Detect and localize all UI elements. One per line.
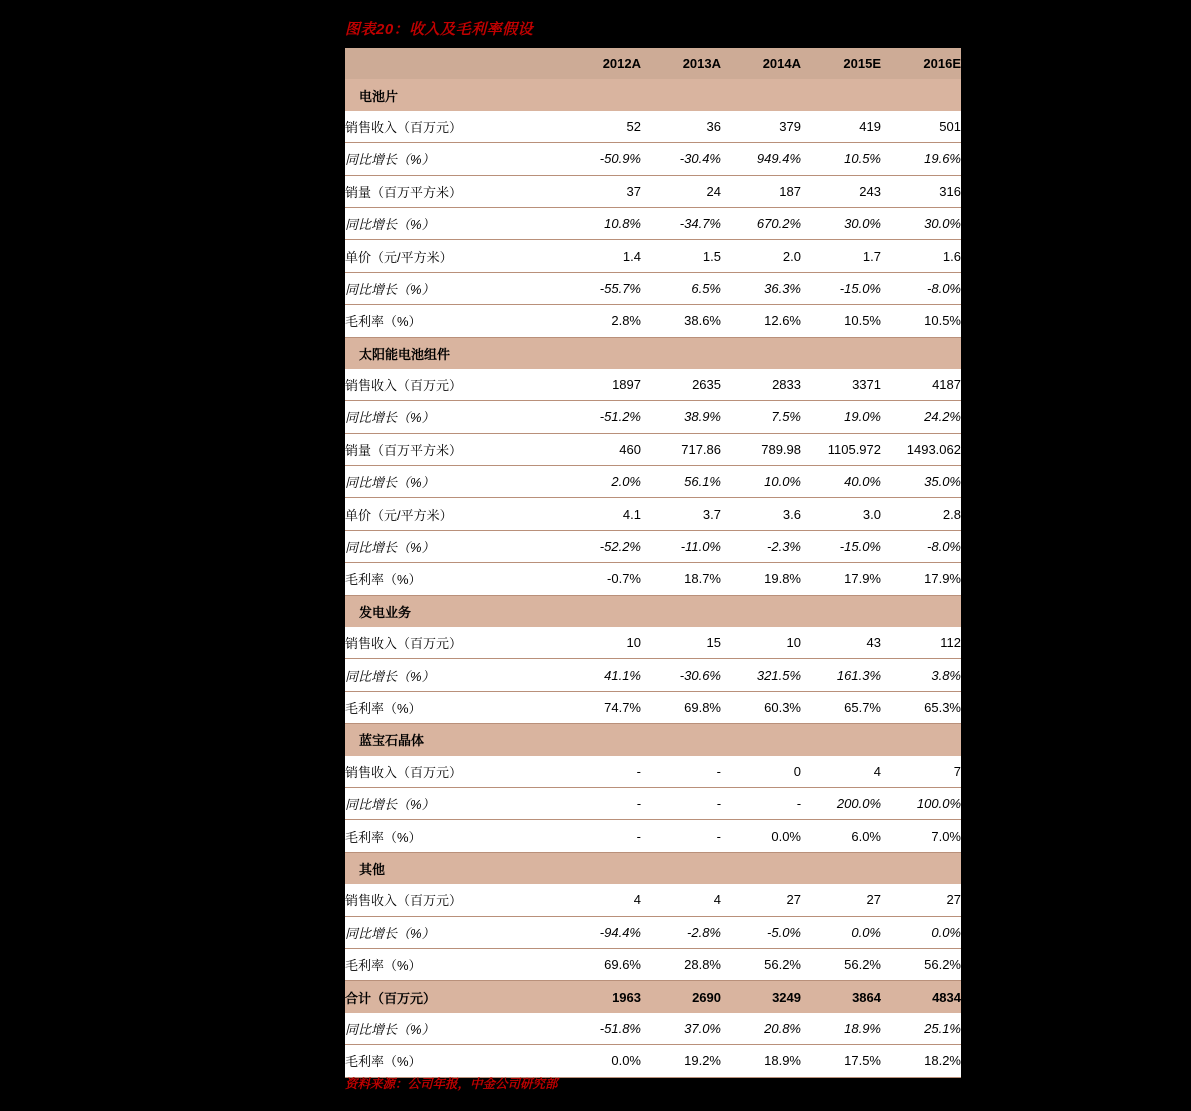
row-value: 3.8%	[881, 659, 961, 690]
row-label: 销售收入（百万元）	[345, 756, 561, 787]
row-value: 27	[721, 884, 801, 915]
row-value: 65.3%	[881, 692, 961, 723]
row-label: 同比增长（%）	[345, 659, 561, 690]
row-label: 毛利率（%）	[345, 692, 561, 723]
row-value: -2.8%	[641, 917, 721, 948]
row-value: 1.7	[801, 240, 881, 271]
row-value: 460	[561, 434, 641, 465]
row-value: 0.0%	[721, 820, 801, 851]
table-row	[345, 1013, 961, 1044]
section-blank-cell	[561, 338, 641, 369]
row-value: 3371	[801, 369, 881, 400]
table-row	[345, 273, 961, 304]
row-value: 56.1%	[641, 466, 721, 497]
row-value: 4	[641, 884, 721, 915]
row-value: 4	[561, 884, 641, 915]
row-value: 3.0	[801, 498, 881, 529]
total-value: 4834	[881, 981, 961, 1012]
table-row	[345, 401, 961, 432]
row-value: 37	[561, 176, 641, 207]
row-label: 同比增长（%）	[345, 531, 561, 562]
row-value: 18.7%	[641, 563, 721, 594]
table-row	[345, 949, 961, 980]
section-header-row	[345, 853, 961, 884]
row-value: -8.0%	[881, 531, 961, 562]
row-value: -	[561, 756, 641, 787]
row-value: 27	[801, 884, 881, 915]
section-blank-cell	[721, 79, 801, 110]
row-value: 7.0%	[881, 820, 961, 851]
row-value: 56.2%	[881, 949, 961, 980]
row-label: 同比增长（%）	[345, 917, 561, 948]
row-value: -30.6%	[641, 659, 721, 690]
row-value: -55.7%	[561, 273, 641, 304]
section-blank-cell	[641, 338, 721, 369]
row-value: 56.2%	[721, 949, 801, 980]
row-value: 35.0%	[881, 466, 961, 497]
total-value: 3864	[801, 981, 881, 1012]
row-value: 69.8%	[641, 692, 721, 723]
row-value: 2635	[641, 369, 721, 400]
row-value: 56.2%	[801, 949, 881, 980]
row-value: 74.7%	[561, 692, 641, 723]
total-value: 2690	[641, 981, 721, 1012]
row-value: 100.0%	[881, 788, 961, 819]
row-value: 43	[801, 627, 881, 658]
row-label: 同比增长（%）	[345, 466, 561, 497]
section-blank-cell	[801, 724, 881, 755]
row-label: 销量（百万平方米）	[345, 434, 561, 465]
row-label: 销售收入（百万元）	[345, 627, 561, 658]
row-value: 1.5	[641, 240, 721, 271]
row-value: 1897	[561, 369, 641, 400]
table-row	[345, 820, 961, 851]
row-value: 316	[881, 176, 961, 207]
row-label: 同比增长（%）	[345, 208, 561, 239]
figure-title: 图表20：收入及毛利率假设	[345, 21, 534, 38]
row-value: 2.0	[721, 240, 801, 271]
table-row	[345, 305, 961, 336]
row-value: 40.0%	[801, 466, 881, 497]
column-header-blank	[345, 48, 561, 79]
row-value: 17.9%	[801, 563, 881, 594]
section-name: 其他	[345, 853, 561, 884]
row-label: 单价（元/平方米）	[345, 240, 561, 271]
row-value: 27	[881, 884, 961, 915]
table-row	[345, 369, 961, 400]
row-value: -94.4%	[561, 917, 641, 948]
row-value: 0.0%	[561, 1045, 641, 1076]
row-value: 18.2%	[881, 1045, 961, 1076]
row-label: 毛利率（%）	[345, 305, 561, 336]
section-blank-cell	[641, 596, 721, 627]
table-row	[345, 788, 961, 819]
column-header-2012A: 2012A	[561, 48, 641, 79]
row-value: 30.0%	[881, 208, 961, 239]
section-blank-cell	[801, 338, 881, 369]
table-row	[345, 208, 961, 239]
row-value: 3.6	[721, 498, 801, 529]
row-value: 112	[881, 627, 961, 658]
row-value: 10.8%	[561, 208, 641, 239]
row-label: 单价（元/平方米）	[345, 498, 561, 529]
row-value: -11.0%	[641, 531, 721, 562]
column-header-2016E: 2016E	[881, 48, 961, 79]
row-value: -15.0%	[801, 273, 881, 304]
section-blank-cell	[721, 596, 801, 627]
row-value: 10	[721, 627, 801, 658]
section-name: 发电业务	[345, 596, 561, 627]
table-row	[345, 434, 961, 465]
row-value: 161.3%	[801, 659, 881, 690]
row-label: 同比增长（%）	[345, 1013, 561, 1044]
row-value: 243	[801, 176, 881, 207]
row-value: 41.1%	[561, 659, 641, 690]
row-label: 销售收入（百万元）	[345, 369, 561, 400]
section-blank-cell	[721, 338, 801, 369]
row-value: 19.0%	[801, 401, 881, 432]
row-value: 17.5%	[801, 1045, 881, 1076]
section-blank-cell	[721, 853, 801, 884]
section-blank-cell	[561, 724, 641, 755]
total-row	[345, 981, 961, 1012]
table-row	[345, 176, 961, 207]
table-body	[345, 48, 961, 1078]
section-blank-cell	[641, 853, 721, 884]
table-row	[345, 884, 961, 915]
row-value: 4187	[881, 369, 961, 400]
row-label: 同比增长（%）	[345, 401, 561, 432]
section-blank-cell	[801, 79, 881, 110]
row-value: -8.0%	[881, 273, 961, 304]
table-row	[345, 498, 961, 529]
row-value: -	[561, 788, 641, 819]
section-blank-cell	[561, 596, 641, 627]
row-value: 321.5%	[721, 659, 801, 690]
section-blank-cell	[561, 79, 641, 110]
row-label: 同比增长（%）	[345, 273, 561, 304]
section-name: 蓝宝石晶体	[345, 724, 561, 755]
row-value: -2.3%	[721, 531, 801, 562]
row-value: 3.7	[641, 498, 721, 529]
row-value: 10.5%	[801, 143, 881, 174]
table-row	[345, 756, 961, 787]
row-value: 69.6%	[561, 949, 641, 980]
row-value: 18.9%	[721, 1045, 801, 1076]
row-value: 501	[881, 111, 961, 142]
row-value: 38.9%	[641, 401, 721, 432]
section-header-row	[345, 338, 961, 369]
row-value: 24	[641, 176, 721, 207]
row-value: 30.0%	[801, 208, 881, 239]
row-value: 0.0%	[801, 917, 881, 948]
row-value: -5.0%	[721, 917, 801, 948]
row-value: 52	[561, 111, 641, 142]
table-row	[345, 563, 961, 594]
row-value: 60.3%	[721, 692, 801, 723]
section-blank-cell	[801, 853, 881, 884]
row-value: -0.7%	[561, 563, 641, 594]
row-value: 19.6%	[881, 143, 961, 174]
row-value: 10.0%	[721, 466, 801, 497]
row-value: -	[641, 788, 721, 819]
section-blank-cell	[801, 596, 881, 627]
section-name: 电池片	[345, 79, 561, 110]
row-value: 419	[801, 111, 881, 142]
section-blank-cell	[721, 724, 801, 755]
total-value: 1963	[561, 981, 641, 1012]
financial-table	[345, 48, 961, 1078]
section-name: 太阳能电池组件	[345, 338, 561, 369]
table-row	[345, 692, 961, 723]
total-value: 3249	[721, 981, 801, 1012]
row-value: 2.8	[881, 498, 961, 529]
row-label: 销售收入（百万元）	[345, 884, 561, 915]
row-label: 销售收入（百万元）	[345, 111, 561, 142]
table-row	[345, 240, 961, 271]
table-row	[345, 917, 961, 948]
column-header-2014A: 2014A	[721, 48, 801, 79]
row-value: 670.2%	[721, 208, 801, 239]
table-row	[345, 466, 961, 497]
row-value: 2833	[721, 369, 801, 400]
row-value: 1493.062	[881, 434, 961, 465]
row-value: 379	[721, 111, 801, 142]
row-value: 12.6%	[721, 305, 801, 336]
row-value: 0.0%	[881, 917, 961, 948]
row-value: -34.7%	[641, 208, 721, 239]
table-row	[345, 659, 961, 690]
section-blank-cell	[881, 338, 961, 369]
table-row	[345, 111, 961, 142]
row-value: -51.8%	[561, 1013, 641, 1044]
row-value: 20.8%	[721, 1013, 801, 1044]
row-value: 1.4	[561, 240, 641, 271]
row-label: 毛利率（%）	[345, 820, 561, 851]
row-value: 36.3%	[721, 273, 801, 304]
table-row	[345, 1045, 961, 1076]
section-header-row	[345, 724, 961, 755]
section-blank-cell	[561, 853, 641, 884]
row-value: 37.0%	[641, 1013, 721, 1044]
row-value: 7	[881, 756, 961, 787]
section-header-row	[345, 596, 961, 627]
row-value: 10	[561, 627, 641, 658]
table-row	[345, 143, 961, 174]
row-value: -	[641, 756, 721, 787]
row-value: 65.7%	[801, 692, 881, 723]
column-header-2013A: 2013A	[641, 48, 721, 79]
row-value: 0	[721, 756, 801, 787]
column-header-2015E: 2015E	[801, 48, 881, 79]
row-value: -	[721, 788, 801, 819]
row-label: 销量（百万平方米）	[345, 176, 561, 207]
row-value: 10.5%	[881, 305, 961, 336]
total-label: 合计（百万元）	[345, 981, 561, 1012]
row-value: -	[561, 820, 641, 851]
row-label: 同比增长（%）	[345, 788, 561, 819]
row-value: 19.8%	[721, 563, 801, 594]
row-label: 毛利率（%）	[345, 949, 561, 980]
table-header-row	[345, 48, 961, 79]
row-value: -30.4%	[641, 143, 721, 174]
row-value: -	[641, 820, 721, 851]
row-value: -51.2%	[561, 401, 641, 432]
row-value: 187	[721, 176, 801, 207]
row-value: 28.8%	[641, 949, 721, 980]
row-value: 38.6%	[641, 305, 721, 336]
row-value: 6.0%	[801, 820, 881, 851]
row-value: 19.2%	[641, 1045, 721, 1076]
row-value: -50.9%	[561, 143, 641, 174]
row-label: 毛利率（%）	[345, 563, 561, 594]
section-blank-cell	[881, 596, 961, 627]
row-value: 15	[641, 627, 721, 658]
row-value: -52.2%	[561, 531, 641, 562]
row-label: 毛利率（%）	[345, 1045, 561, 1076]
table-row	[345, 627, 961, 658]
row-value: 4	[801, 756, 881, 787]
row-value: 200.0%	[801, 788, 881, 819]
row-value: 6.5%	[641, 273, 721, 304]
row-value: 4.1	[561, 498, 641, 529]
row-value: 25.1%	[881, 1013, 961, 1044]
row-value: 1.6	[881, 240, 961, 271]
row-value: 17.9%	[881, 563, 961, 594]
source-note: 资料来源：公司年报，中金公司研究部	[345, 1077, 558, 1091]
section-blank-cell	[881, 853, 961, 884]
section-header-row	[345, 79, 961, 110]
row-value: 24.2%	[881, 401, 961, 432]
row-value: -15.0%	[801, 531, 881, 562]
row-value: 18.9%	[801, 1013, 881, 1044]
row-value: 36	[641, 111, 721, 142]
row-value: 717.86	[641, 434, 721, 465]
row-value: 949.4%	[721, 143, 801, 174]
row-value: 789.98	[721, 434, 801, 465]
row-value: 2.8%	[561, 305, 641, 336]
row-value: 1105.972	[801, 434, 881, 465]
section-blank-cell	[641, 79, 721, 110]
row-value: 2.0%	[561, 466, 641, 497]
table-row	[345, 531, 961, 562]
row-value: 10.5%	[801, 305, 881, 336]
row-label: 同比增长（%）	[345, 143, 561, 174]
section-blank-cell	[641, 724, 721, 755]
section-blank-cell	[881, 79, 961, 110]
row-value: 7.5%	[721, 401, 801, 432]
section-blank-cell	[881, 724, 961, 755]
